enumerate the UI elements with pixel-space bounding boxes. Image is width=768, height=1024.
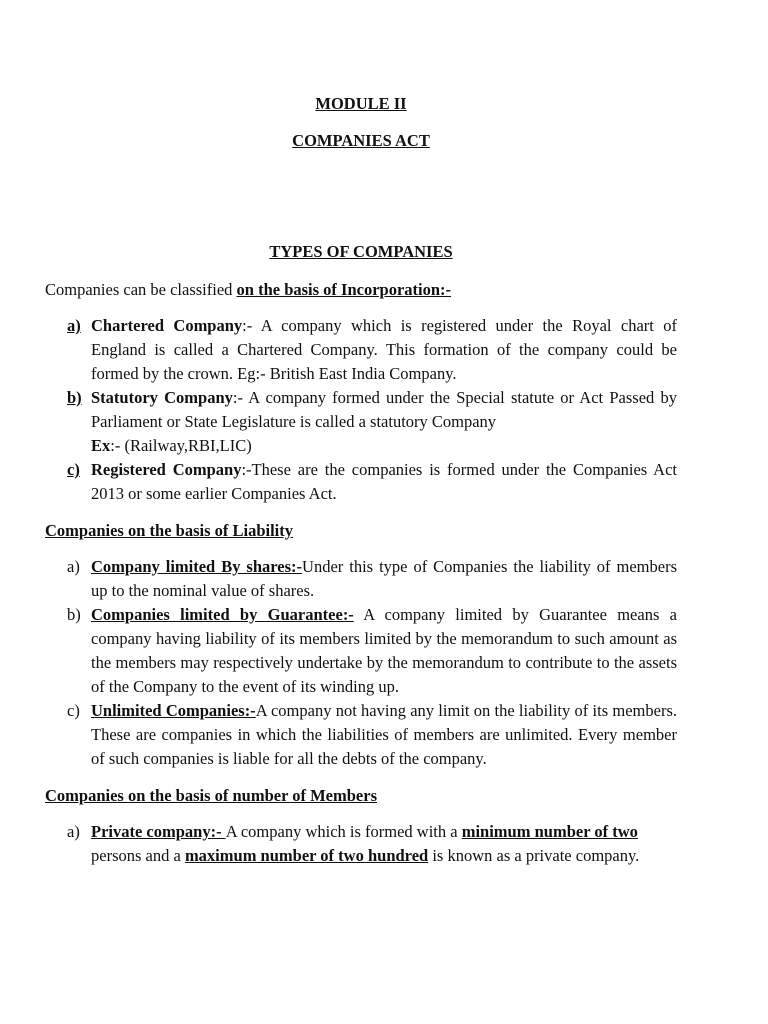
incorporation-intro: Companies can be classified on the basis of Incorporation:- xyxy=(45,280,452,299)
list-item: a) Chartered Company:- A company which is registered under the Royal chart of England is called a Chartered Company. This formation of the company could be formed by the crown. Eg:- British East India Company. xyxy=(67,316,677,383)
list-item: c) Registered Company:-These are the companies is formed under the Companies Act 2013 or some earlier Companies Act. xyxy=(67,460,677,503)
list-item: c) Unlimited Companies:-A company not having any limit on the liability of its members. These are companies in which the liabilities of members are unlimited. Every member of such companies is liable for all the debts of the company. xyxy=(67,701,677,768)
list-item: a) Private company:- A company which is formed with a minimum number of two persons and a maximum number of two hundred is known as a private company. xyxy=(67,822,640,865)
section-title: TYPES OF COMPANIES xyxy=(269,242,453,261)
liability-heading: Companies on the basis of Liability xyxy=(45,521,293,540)
list-item: a) Company limited By shares:-Under this type of Companies the liability of members up to the nominal value of shares. xyxy=(67,557,677,600)
act-title: COMPANIES ACT xyxy=(292,131,430,150)
module-title: MODULE II xyxy=(315,94,407,113)
list-item: b) Companies limited by Guarantee:- A company limited by Guarantee means a company having liability of its members limited by the memorandum to such amount as the members may respectively undertake by the memorandum to contribute to the assets of the Company to the event of its winding up. xyxy=(67,605,677,696)
list-item: b) Statutory Company:- A company formed under the Special statute or Act Passed by Parliament or State Legislature is called a statutory Company Ex:- (Railway,RBI,LIC) xyxy=(67,388,677,455)
members-heading: Companies on the basis of number of Members xyxy=(45,786,377,805)
